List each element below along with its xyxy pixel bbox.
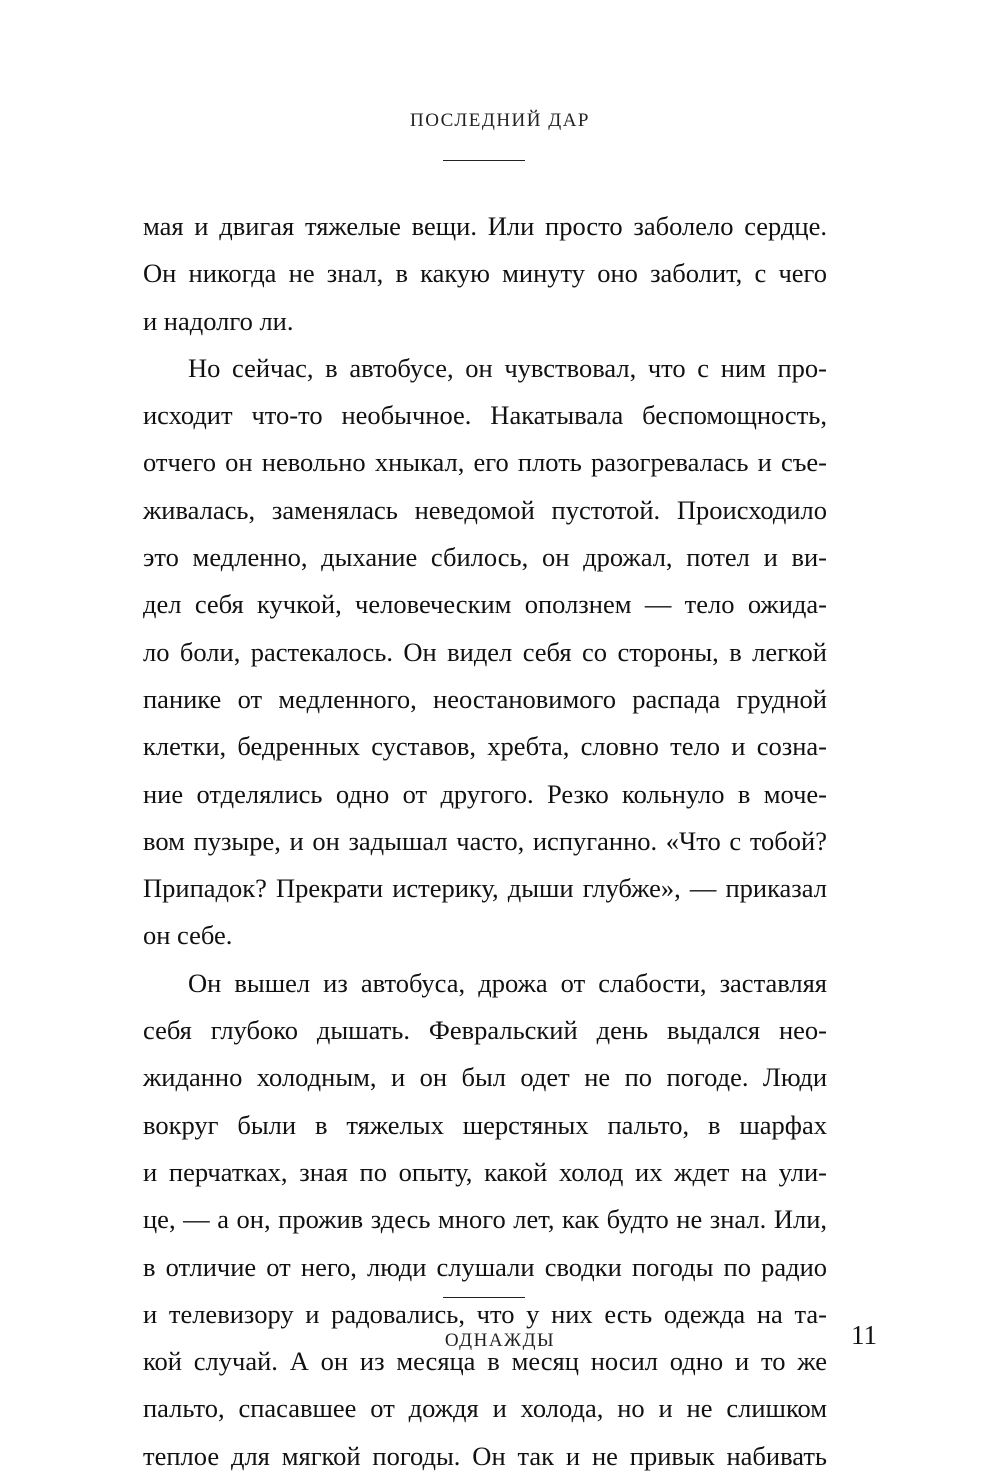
text-line: и надолго ли. [143,305,294,336]
text-line: Но сейчас, в автобусе, он чувствовал, что с ним про- [188,352,827,383]
text-line: он себе. [143,920,233,951]
text-line: ло боли, растекалось. Он видел себя со стороны, в легкой [143,636,827,667]
text-line: вом пузыре, и он задышал часто, испуганно. «Что с тобой? [143,825,827,856]
text-line: жиданно холодным, и он был одет не по погоде. Люди [143,1062,827,1093]
page-number: 11 [851,1320,877,1350]
text-line: це, — а он, прожив здесь много лет, как будто не знал. Или, [143,1204,827,1235]
text-line: дел себя кучкой, человеческим оползнем — тело ожида- [143,589,827,620]
text-line: вокруг были в тяжелых шерстяных пальто, в шарфах [143,1109,827,1140]
text-line: и перчатках, зная по опыту, какой холод их ждет на ули- [143,1156,827,1187]
text-line: кой случай. А он из месяца в месяц носил одно и то же [143,1346,827,1377]
text-line: исходит что-то необычное. Накатывала беспомощность, [143,400,827,431]
text-line: теплое для мягкой погоды. Он так и не привык набивать [143,1440,827,1471]
text-line: это медленно, дыхание сбилось, он дрожал, потел и ви- [143,542,827,573]
text-line: мая и двигая тяжелые вещи. Или просто заболело сердце. [143,211,827,241]
text-line: Он никогда не знал, в какую минуту оно заболит, с чего [143,258,827,289]
header-rule [443,160,525,161]
text-line: Припадок? Прекрати истерику, дыши глубже», — приказал [143,873,827,904]
text-line: ние отделялись одно от другого. Резко кольнуло в моче- [143,778,827,809]
text-line: панике от медленного, неостановимого распада грудной [143,683,827,714]
text-line: клетки, бедренных суставов, хребта, словно тело и созна- [143,731,827,762]
text-line: живалась, заменялась неведомой пустотой. Происходило [143,494,827,525]
text-line: пальто, спасавшее от дождя и холода, но и не слишком [143,1393,827,1424]
text-line: отчего он невольно хныкал, его плоть разогревалась и съе- [143,447,827,478]
body-text [143,203,827,1480]
running-head-title: ПОСЛЕДНИЙ ДАР [410,110,590,131]
text-line: себя глубоко дышать. Февральский день выдался нео- [143,1015,827,1046]
text-line: и телевизору и радовались, что у них есть одежда на та- [143,1298,827,1329]
text-line: Он вышел из автобуса, дрожа от слабости, заставляя [188,967,827,998]
footer-section-title: ОДНАЖДЫ [444,1330,556,1351]
text-line: в отличие от него, люди слушали сводки погоды по радио [143,1251,827,1282]
footer-rule [443,1297,525,1298]
